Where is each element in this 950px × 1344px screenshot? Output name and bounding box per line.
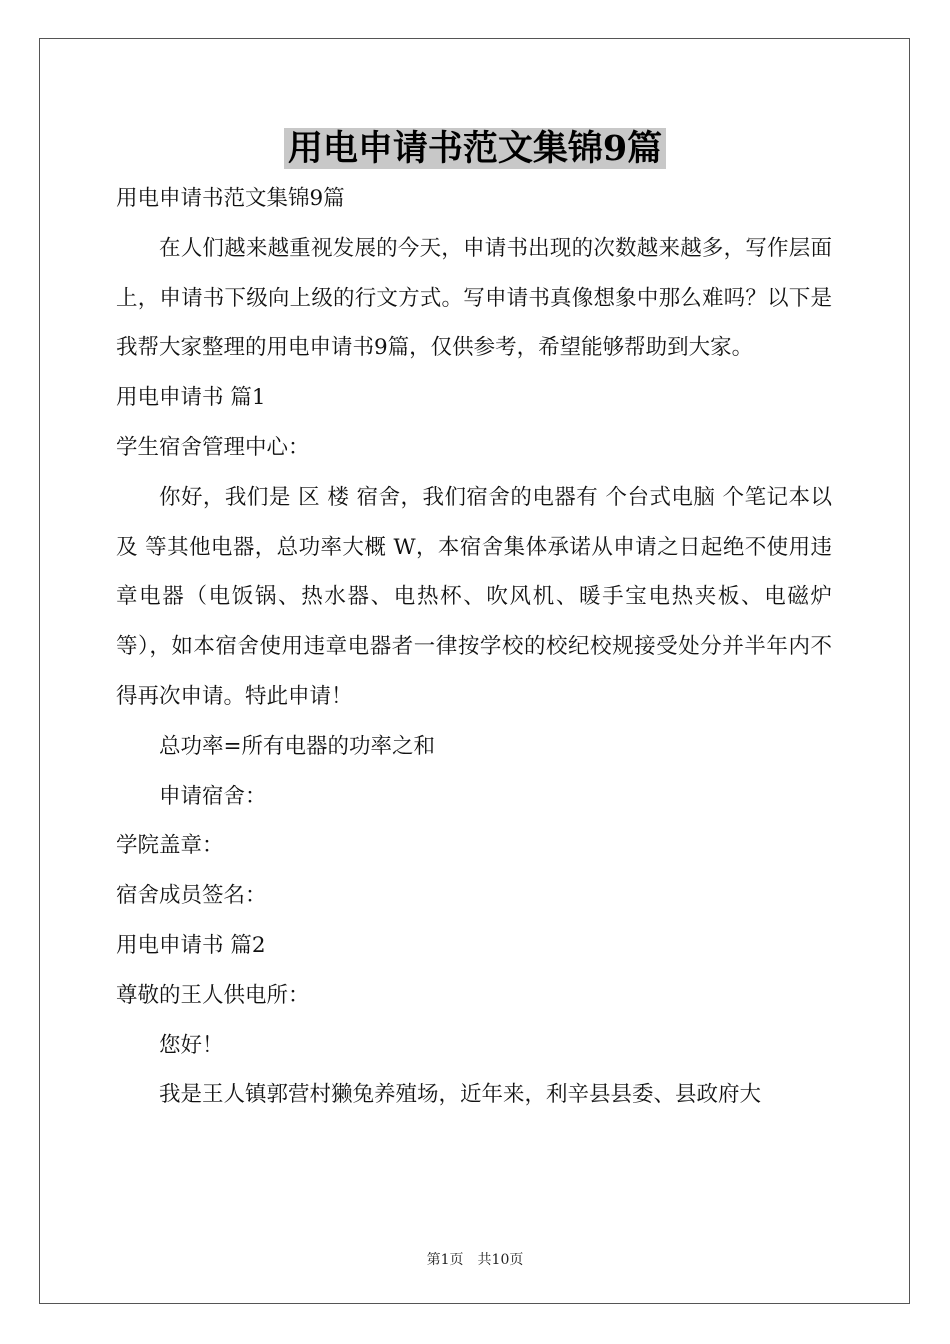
paragraph: 学院盖章： <box>116 833 224 859</box>
document-body <box>116 174 832 1120</box>
document-title <box>0 122 950 176</box>
paragraph: 申请宿舍： <box>159 783 267 809</box>
section-heading: 用电申请书 篇1 <box>116 385 266 411</box>
title-text: 用电申请书范文集锦9篇 <box>284 128 666 169</box>
paragraph: 用电申请书范文集锦9篇 <box>116 186 345 211</box>
addressee: 尊敬的王人供电所： <box>116 982 310 1008</box>
addressee: 学生宿舍管理中心： <box>116 434 310 460</box>
paragraph: 在人们越来越重视发展的今天，申请书出现的次数越来越多，写作层面上，申请书下级向上级的行文方式。写申请书真像想象中那么难吗？以下是我帮大家整理的用电申请书9篇，仅供参考，希望能够帮助到大家。 <box>116 235 832 361</box>
paragraph: 您好！ <box>159 1032 224 1058</box>
section-heading: 用电申请书 篇2 <box>116 932 266 958</box>
paragraph: 总功率=所有电器的功率之和 <box>159 733 436 759</box>
page-footer: 第1页 共10页 <box>426 1252 524 1268</box>
paragraph: 你好，我们是 区 楼 宿舍，我们宿舍的电器有 个台式电脑 个笔记本以及 等其他电器，总功率大概 W，本宿舍集体承诺从申请之日起绝不使用违章电器（电饭锅、热水器、电热杯、吹风机、暖手宝电热夹板、电磁炉等），如本宿舍使用违章电器者一律按学校的校纪校规接受处分并半年内不得再次申请。特此申请！ <box>116 484 832 709</box>
paragraph: 宿舍成员签名： <box>116 883 267 909</box>
paragraph: 我是王人镇郭营村獭兔养殖场，近年来，利辛县县委、县政府大 <box>159 1082 762 1108</box>
